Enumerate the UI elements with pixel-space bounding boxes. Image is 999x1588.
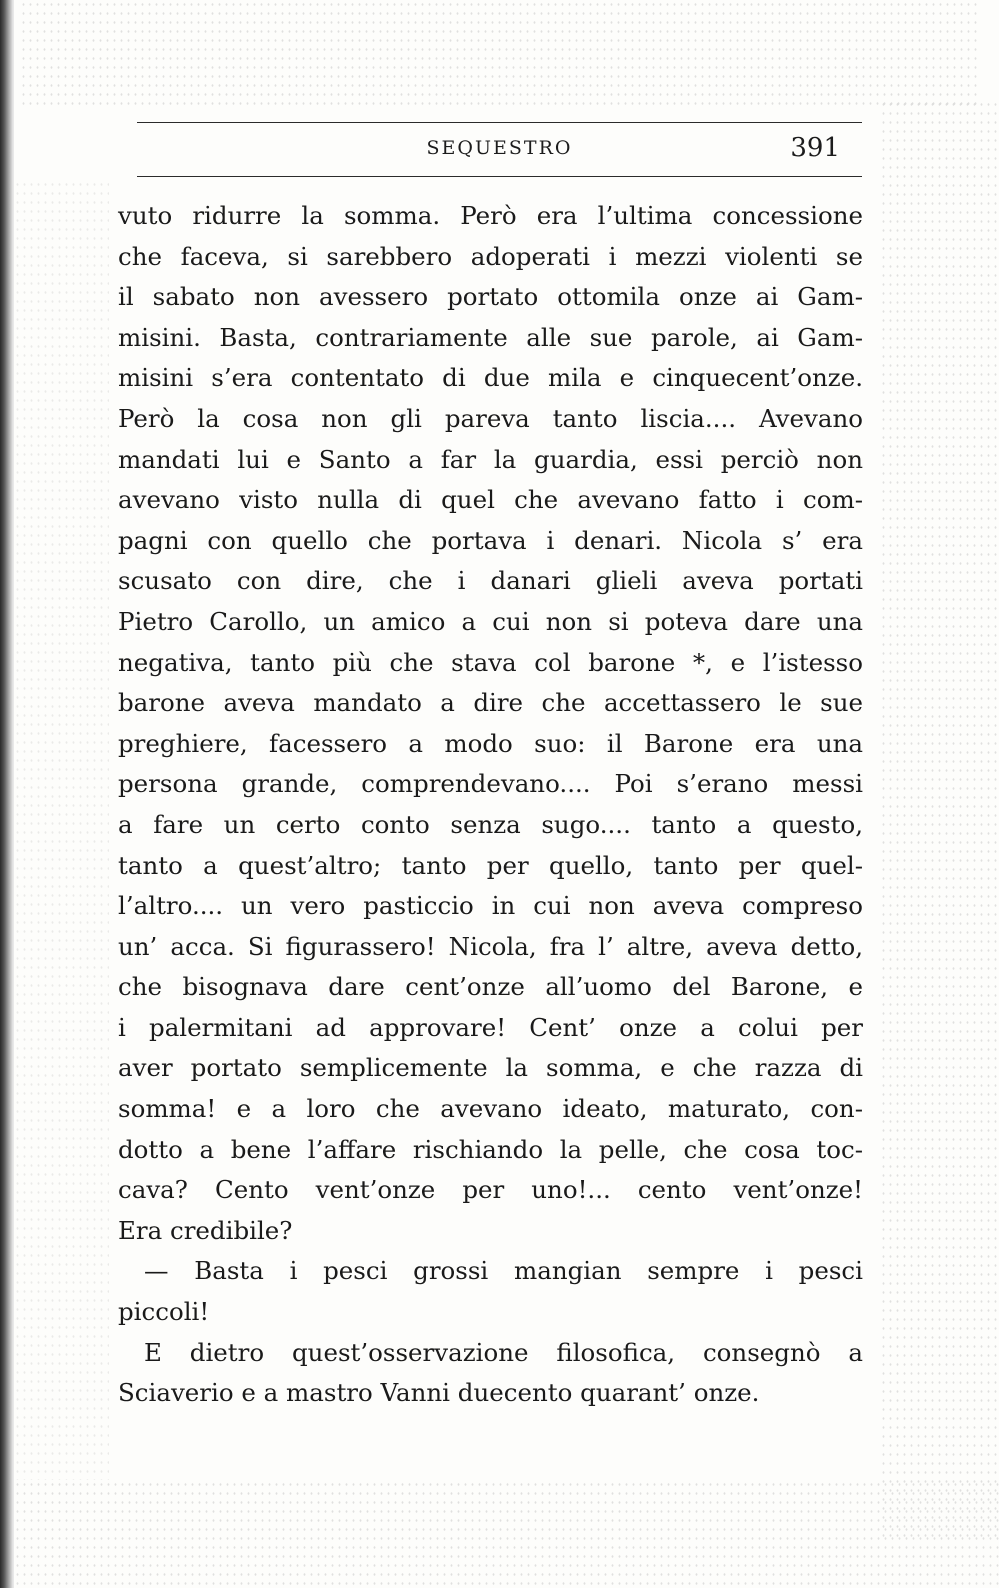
text-line: il sabato non avessero portato ottomila onze ai Gam- bbox=[118, 282, 863, 312]
text-line: Sciaverio e a mastro Vanni duecento quarant’ onze. bbox=[118, 1378, 760, 1408]
text-line: tanto a quest’altro; tanto per quello, tanto per quel- bbox=[118, 850, 863, 880]
text-line: aver portato semplicemente la somma, e che razza di bbox=[118, 1053, 863, 1083]
text-line: persona grande, comprendevano.... Poi s’erano messi bbox=[118, 769, 863, 799]
text-line: misini s’era contentato di due mila e cinquecent’onze. bbox=[118, 363, 863, 393]
running-title: SEQUESTRO bbox=[426, 137, 573, 159]
text-line: misini. Basta, contrariamente alle sue parole, ai Gam- bbox=[118, 322, 863, 352]
text-line: Era credibile? bbox=[118, 1215, 293, 1245]
text-line: che faceva, si sarebbero adoperati i mezzi violenti se bbox=[118, 241, 863, 271]
text-line: scusato con dire, che i danari glieli aveva portati bbox=[118, 566, 863, 596]
text-line: i palermitani ad approvare! Cent’ onze a colui per bbox=[118, 1012, 863, 1042]
text-line: un’ acca. Si figurassero! Nicola, fra l’ altre, aveva detto, bbox=[118, 931, 863, 961]
paper-speckle-right bbox=[880, 100, 999, 1540]
text-line: avevano visto nulla di quel che avevano fatto i com- bbox=[118, 485, 863, 515]
text-line: a fare un certo conto senza sugo.... tanto a questo, bbox=[118, 809, 863, 839]
text-line: pagni con quello che portava i denari. Nicola s’ era bbox=[118, 525, 863, 555]
text-line: vuto ridurre la somma. Però era l’ultima concessione bbox=[118, 201, 863, 230]
text-line: Pietro Carollo, un amico a cui non si poteva dare una bbox=[118, 606, 863, 636]
text-line: somma! e a loro che avevano ideato, maturato, con- bbox=[118, 1094, 863, 1124]
text-line: preghiere, facessero a modo suo: il Barone era una bbox=[118, 728, 863, 758]
text-line: Però la cosa non gli pareva tanto liscia.... Avevano bbox=[118, 403, 863, 433]
header-rule-top bbox=[137, 122, 862, 123]
running-head bbox=[137, 133, 862, 167]
book-spine-shadow bbox=[0, 0, 14, 1588]
header-rule-bottom bbox=[137, 176, 862, 177]
text-line: l’altro.... un vero pasticcio in cui non aveva compreso bbox=[118, 891, 863, 921]
text-line: mandati lui e Santo a far la guardia, essi perciò non bbox=[118, 444, 863, 474]
text-line: negativa, tanto più che stava col barone *, e l’istesso bbox=[118, 647, 863, 677]
body-text bbox=[118, 196, 863, 1414]
text-line: cava? Cento vent’onze per uno!... cento vent’onze! bbox=[118, 1175, 863, 1205]
text-line: — Basta i pesci grossi mangian sempre i pesci bbox=[144, 1256, 863, 1286]
text-line: dotto a bene l’affare rischiando la pelle, che cosa toc- bbox=[118, 1134, 863, 1164]
page-number: 391 bbox=[790, 133, 840, 163]
paper-speckle-top bbox=[20, 0, 980, 110]
paper-speckle-bottom bbox=[14, 1480, 999, 1588]
text-line: barone aveva mandato a dire che accettassero le sue bbox=[118, 688, 863, 718]
paper-speckle-left bbox=[14, 180, 109, 1480]
text-line: piccoli! bbox=[118, 1297, 210, 1327]
text-line: che bisognava dare cent’onze all’uomo del Barone, e bbox=[118, 972, 863, 1002]
text-line: E dietro quest’osservazione filosofica, consegnò a bbox=[144, 1337, 863, 1367]
